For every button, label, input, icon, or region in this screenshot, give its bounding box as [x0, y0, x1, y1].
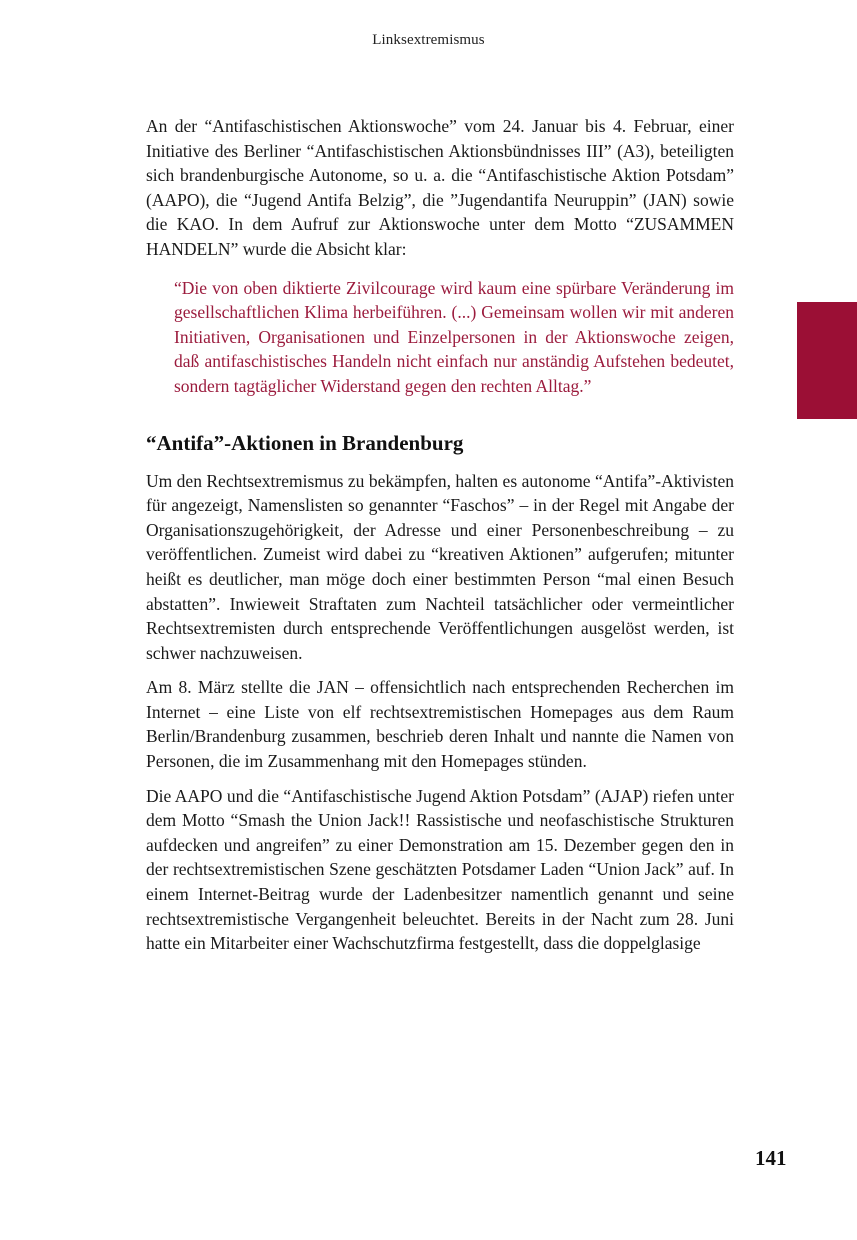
- intro-paragraph: An der “Antifaschistischen Aktionswoche” vom 24. Januar bis 4. Februar, einer Initiative des Berliner “Antifaschistischen Aktionsbündnisses III” (A3), beteiligten sich brandenburgische Autonome, so u. a. die “Antifaschistische Aktion Potsdam” (AAPO), die “Jugend Antifa Belzig”, die ”Jugendantifa Neuruppin” (JAN) sowie die KAO. In dem Aufruf zur Aktionswoche unter dem Motto “ZUSAMMEN HANDELN” wurde die Absicht klar:: [146, 116, 734, 259]
- body-paragraph: Um den Rechtsextremismus zu bekämpfen, halten es autonome “Antifa”-Aktivisten für angezeigt, Namenslisten so genannter “Faschos” – in der Regel mit Angabe der Organisationszugehörigkeit, der Adresse und einer Personenbeschreibung – zu veröffentlichen. Zumeist wird dabei zu “kreativen Aktionen” aufgerufen; mitunter heißt es deutlicher, man möge doch einer bestimmten Person “mal einen Besuch abstatten”. Inwieweit Straftaten zum Nachteil tatsächlicher oder vermeintlicher Rechtsextremisten durch entsprechende Veröffentlichungen ausgelöst werden, ist schwer nachzuweisen.: [146, 470, 734, 663]
- page-body: [146, 114, 734, 956]
- page-number: 141: [755, 1146, 787, 1170]
- body-paragraph: Am 8. März stellte die JAN – offensichtlich nach entsprechenden Recherchen im Internet – eine Liste von elf rechtsextremistischen Homepages aus dem Raum Berlin/Brandenburg zusammen, beschrieb deren Inhalt und nannte die Namen von Personen, die im Zusammenhang mit den Homepages stünden.: [146, 677, 734, 772]
- body-paragraph: Die AAPO und die “Antifaschistische Jugend Aktion Potsdam” (AJAP) riefen unter dem Motto “Smash the Union Jack!! Rassistische und neofaschistische Strukturen aufdecken und angreifen” zu einer Demonstration am 15. Dezember gegen den in der rechtsextremistischen Szene geschätzten Potsdamer Laden “Union Jack” auf. In einem Internet-Beitrag wurde der Ladenbesitzer namentlich genannt und seine rechtsextremistische Vergangenheit beleuchtet. Bereits in der Nacht zum 28. Juni hatte ein Mitarbeiter einer Wachschutzfirma festgestellt, dass die doppelglasige: [146, 785, 734, 954]
- section-heading: “Antifa”-Aktionen in Brandenburg: [146, 430, 464, 455]
- running-header: Linksextremismus: [372, 32, 485, 48]
- block-quote: “Die von oben diktierte Zivilcourage wird kaum eine spürbare Veränderung im gesellschaftlichen Klima herbeiführen. (...) Gemeinsam wollen wir mit anderen Initiativen, Organisationen und Einzelpersonen in der Aktionswoche zeigen, daß antifaschistisches Handeln nicht einfach nur anständig Aufstehen bedeutet, sondern tagtäglicher Widerstand gegen den rechten Alltag.”: [174, 277, 734, 396]
- chapter-tab-marker: [797, 302, 857, 419]
